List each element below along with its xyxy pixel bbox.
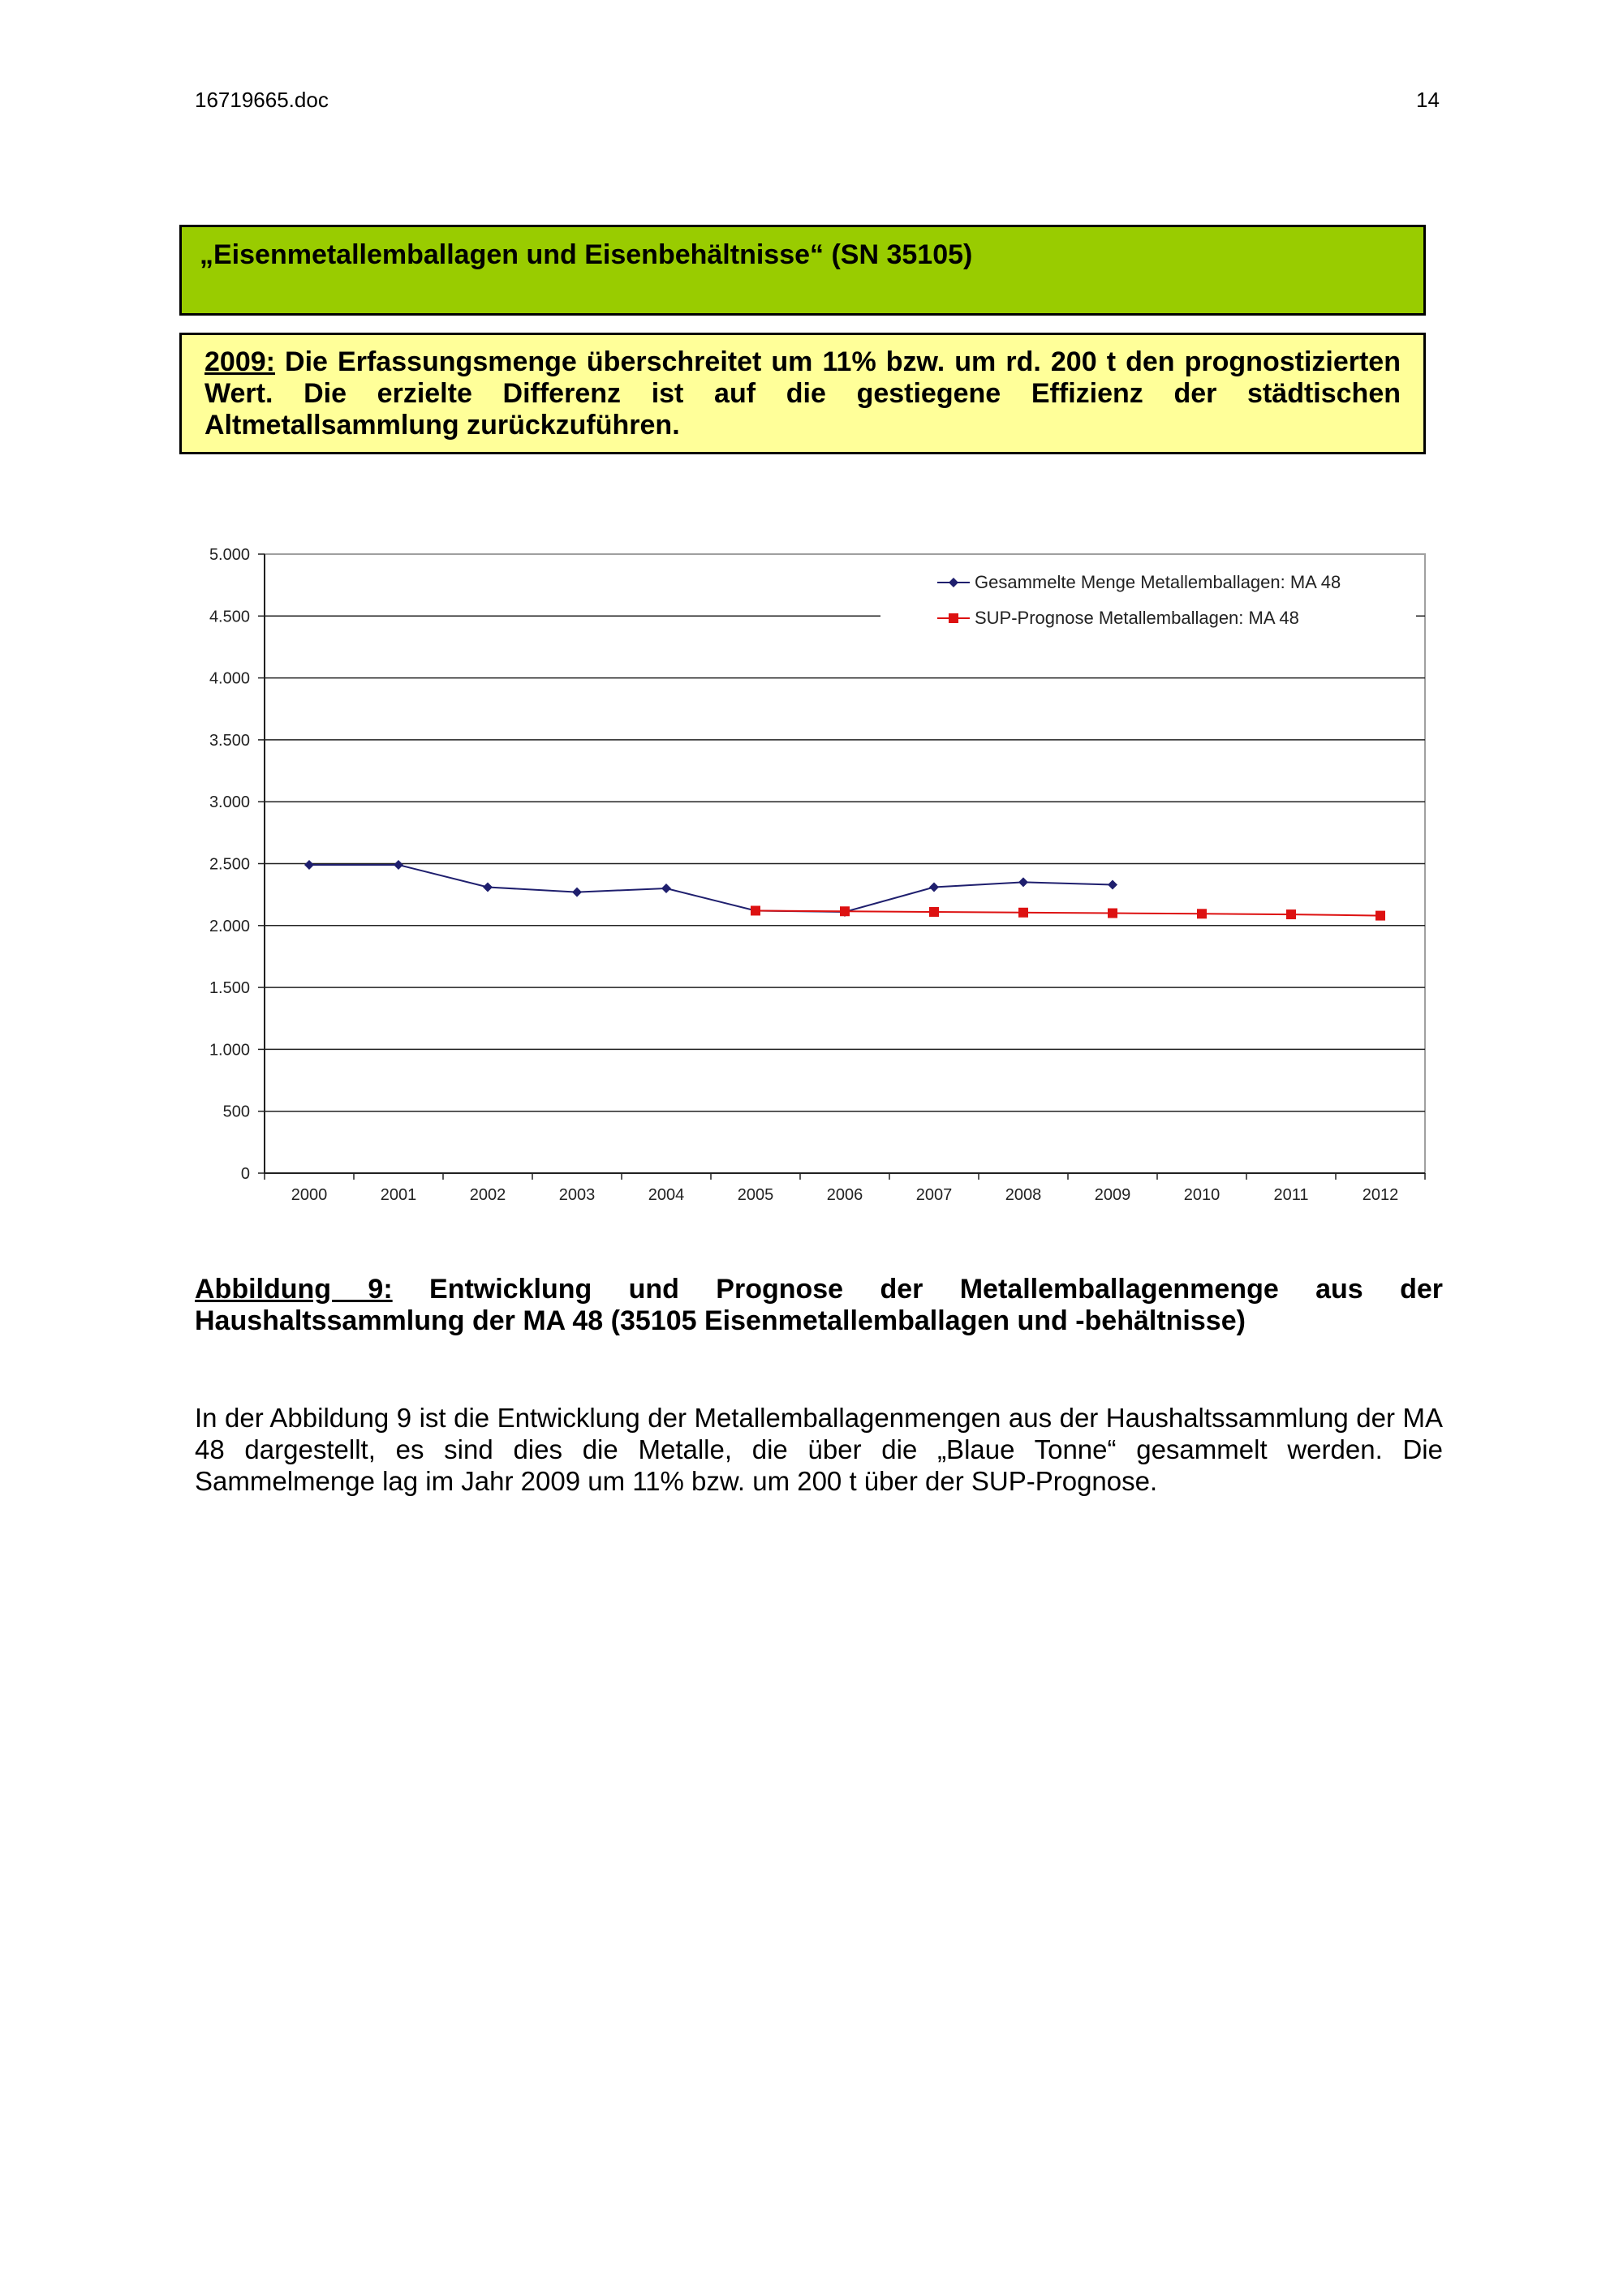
data-point-diamond — [661, 884, 671, 893]
data-point-diamond — [483, 882, 493, 892]
data-point-diamond — [929, 882, 939, 892]
data-point-square — [1108, 909, 1117, 918]
legend-marker-square — [949, 613, 958, 623]
x-tick-label: 2002 — [469, 1186, 506, 1204]
x-tick-label: 2007 — [915, 1186, 953, 1204]
y-tick-label: 1.000 — [209, 1041, 250, 1060]
x-tick-label: 2009 — [1094, 1186, 1131, 1204]
y-tick-label: 0 — [240, 1165, 250, 1183]
x-tick-label: 2004 — [648, 1186, 685, 1204]
caption-text: Entwicklung und Prognose der Metallemballagenmenge aus der Haushaltssammlung der MA 48 (35105 Eisenmetallemballagen und -behältnisse) — [195, 1274, 1443, 1336]
x-tick-label: 2008 — [1005, 1186, 1042, 1204]
section-title: „Eisenmetallemballagen und Eisenbehältnisse“ (SN 35105) — [200, 239, 973, 270]
data-point-square — [1375, 911, 1385, 921]
y-tick-label: 2.500 — [209, 855, 250, 874]
series-line-1 — [309, 865, 1113, 912]
y-tick-label: 4.500 — [209, 608, 250, 626]
x-tick-label: 2006 — [826, 1186, 863, 1204]
body-paragraph: In der Abbildung 9 ist die Entwicklung der Metallemballagenmengen aus der Haushaltssammlung der MA 48 dargestellt, es sind dies die Metalle, die über die „Blaue Tonne“ gesammelt werden. Die Sammelmenge lag im Jahr 2009 um 11% bzw. um 200 t über der SUP-Prognose. — [195, 1403, 1443, 1496]
data-point-square — [840, 906, 850, 916]
x-tick-label: 2011 — [1273, 1186, 1309, 1204]
data-point-square — [929, 907, 939, 917]
y-tick-label: 3.000 — [209, 793, 250, 812]
legend-label: Gesammelte Menge Metallemballagen: MA 48 — [975, 572, 1341, 592]
figure-caption — [195, 1274, 1443, 1337]
data-point-diamond — [1108, 879, 1117, 889]
x-tick-label: 2003 — [558, 1186, 596, 1204]
caption-label: Abbildung 9: — [195, 1274, 393, 1305]
y-tick-label: 500 — [222, 1103, 250, 1121]
data-point-diamond — [572, 888, 582, 897]
x-tick-label: 2001 — [380, 1186, 417, 1204]
note-year: 2009: — [204, 346, 275, 377]
data-point-diamond — [394, 860, 403, 870]
data-point-diamond — [304, 860, 314, 870]
note-text: Die Erfassungsmenge überschreitet um 11% bzw. um rd. 200 t den prognostizierten Wert. Die erzielte Differenz ist auf die gestiegene Effizienz der städtischen Altmetallsammlung zurückzuführen. — [204, 346, 1401, 441]
data-point-diamond — [1018, 877, 1028, 887]
x-tick-label: 2000 — [291, 1186, 328, 1204]
y-tick-label: 3.500 — [209, 731, 250, 750]
x-tick-label: 2010 — [1183, 1186, 1220, 1204]
x-tick-label: 2005 — [737, 1186, 774, 1204]
data-point-square — [751, 905, 760, 915]
y-tick-label: 1.500 — [209, 979, 250, 998]
y-tick-label: 5.000 — [209, 546, 250, 564]
page-number: 14 — [1416, 88, 1440, 112]
data-point-square — [1197, 909, 1207, 918]
data-point-square — [1018, 908, 1028, 918]
document-filename: 16719665.doc — [195, 88, 329, 112]
y-tick-label: 2.000 — [209, 917, 250, 935]
data-point-square — [1286, 909, 1296, 919]
y-tick-label: 4.000 — [209, 669, 250, 688]
legend-label: SUP-Prognose Metallemballagen: MA 48 — [975, 608, 1299, 628]
x-tick-label: 2012 — [1362, 1186, 1399, 1204]
